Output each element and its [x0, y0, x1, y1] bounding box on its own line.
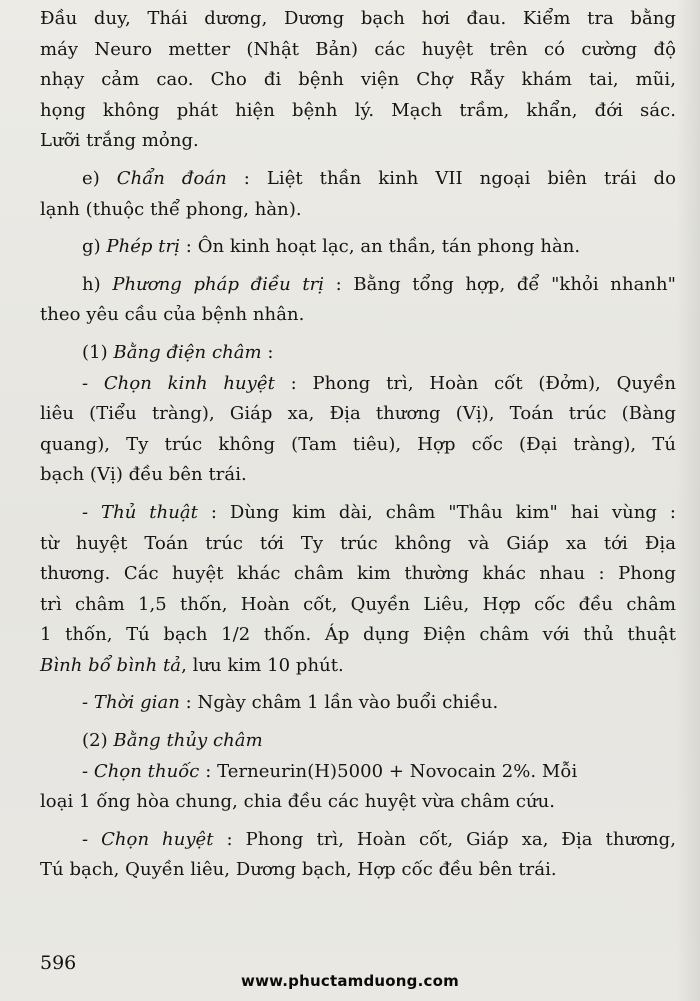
text-run: từ huyệt Toán trúc tới Ty trúc không và Giáp xa tới Địa: [40, 532, 676, 554]
text-run: máy Neuro metter (Nhật Bản) các huyệt trên có cường độ: [40, 38, 676, 60]
text-line: [40, 688, 676, 719]
text-run: : Ngày châm 1 lần vào buổi chiều.: [179, 692, 499, 714]
text-line: [40, 430, 676, 461]
italic-text: Phép trị: [106, 236, 181, 258]
text-run: trì châm 1,5 thốn, Hoàn cốt, Quyền Liêu, Hợp cốc đều châm: [40, 593, 676, 615]
text-run: nhạy cảm cao. Cho đi bệnh viện Chợ Rẫy khám tai, mũi,: [40, 69, 676, 91]
text-line: [40, 126, 676, 157]
text-run: bạch (Vị) đều bên trái.: [40, 464, 247, 486]
italic-text: Bằng điện châm: [113, 341, 262, 363]
text-run: thương. Các huyệt khác châm kim thường khác nhau : Phong: [40, 563, 676, 585]
text-run: (1): [82, 341, 114, 363]
text-line: [40, 300, 676, 331]
paragraph-gap: [40, 719, 676, 726]
text-line: [40, 590, 676, 621]
text-line: [40, 529, 676, 560]
text-line: [40, 399, 676, 430]
text-line: [40, 232, 676, 263]
italic-text: Bình bổ bình tả: [40, 654, 182, 676]
paragraph-gap: [40, 681, 676, 688]
text-line: [40, 498, 676, 529]
text-run: liêu (Tiểu tràng), Giáp xa, Địa thương (Vị), Toán trúc (Bàng: [40, 403, 676, 425]
text-line: [40, 35, 676, 66]
text-run: quang), Ty trúc không (Tam tiêu), Hợp cốc (Đại tràng), Tú: [40, 433, 676, 455]
text-run: , lưu kim 10 phút.: [181, 654, 344, 676]
text-line: [40, 195, 676, 226]
text-line: [40, 338, 676, 369]
text-line: [40, 4, 676, 35]
text-run: Tú bạch, Quyền liêu, Dương bạch, Hợp cốc đều bên trái.: [40, 859, 557, 881]
text-line: [40, 369, 676, 400]
italic-text: - Chọn thuốc: [82, 760, 200, 782]
text-run: (2): [82, 730, 114, 752]
text-run: Đầu duy, Thái dương, Dương bạch hơi đau. Kiểm tra bằng: [40, 8, 676, 29]
text-run: g): [82, 236, 107, 258]
italic-text: - Chọn huyệt: [82, 828, 214, 850]
text-run: loại 1 ống hòa chung, chia đều các huyệt vừa châm cứu.: [40, 791, 556, 813]
text-line: [40, 270, 676, 301]
text-run: : Liệt thần kinh VII ngoại biên trái do: [226, 167, 677, 189]
text-run: : Phong trì, Hoàn cốt, Giáp xa, Địa thương,: [213, 828, 676, 850]
website-watermark: www.phuctamduong.com: [241, 972, 459, 990]
text-run: : Ôn kinh hoạt lạc, an thần, tán phong hàn.: [180, 236, 581, 258]
paragraph-gap: [40, 491, 676, 498]
text-run: h): [82, 273, 113, 295]
text-run: Lưỡi trắng mỏng.: [40, 130, 199, 152]
text-line: [40, 855, 676, 886]
italic-text: - Thời gian: [82, 692, 180, 714]
paragraph-gap: [40, 157, 676, 164]
text-run: : Terneurin(H)5000 + Novocain 2%. Mỗi: [199, 760, 578, 782]
text-line: [40, 559, 676, 590]
italic-text: Phương pháp điều trị: [112, 273, 325, 295]
text-line: [40, 96, 676, 127]
text-line: [40, 651, 676, 682]
text-run: e): [82, 167, 117, 189]
text-run: theo yêu cầu của bệnh nhân.: [40, 304, 305, 326]
text-line: [40, 164, 676, 195]
text-run: : Phong trì, Hoàn cốt (Đởm), Quyền: [274, 372, 677, 394]
page-edge-shadow: [676, 0, 700, 1001]
text-run: họng không phát hiện bệnh lý. Mạch trầm, khẩn, đới sác.: [40, 99, 676, 121]
text-line: [40, 825, 676, 856]
italic-text: Bằng thủy châm: [113, 730, 263, 752]
italic-text: - Thủ thuật: [82, 501, 198, 523]
page-number: 596: [40, 952, 77, 974]
text-run: 1 thốn, Tú bạch 1/2 thốn. Áp dụng Điện châm với thủ thuật: [40, 624, 676, 646]
italic-text: - Chọn kinh huyệt: [82, 372, 275, 394]
text-line: [40, 726, 676, 757]
text-line: [40, 787, 676, 818]
text-run: : Dùng kim dài, châm "Thâu kim" hai vùng :: [197, 501, 676, 523]
text-line: [40, 757, 676, 788]
text-line: [40, 460, 676, 491]
text-line: [40, 620, 676, 651]
paragraph-gap: [40, 818, 676, 825]
italic-text: Chẩn đoán: [116, 167, 227, 189]
text-run: : Bằng tổng hợp, để "khỏi nhanh": [324, 273, 676, 295]
text-line: [40, 65, 676, 96]
page-body-text: [40, 4, 676, 886]
paragraph-gap: [40, 331, 676, 338]
text-run: :: [261, 341, 274, 363]
paragraph-gap: [40, 263, 676, 270]
paragraph-gap: [40, 225, 676, 232]
text-run: lạnh (thuộc thể phong, hàn).: [40, 198, 302, 220]
